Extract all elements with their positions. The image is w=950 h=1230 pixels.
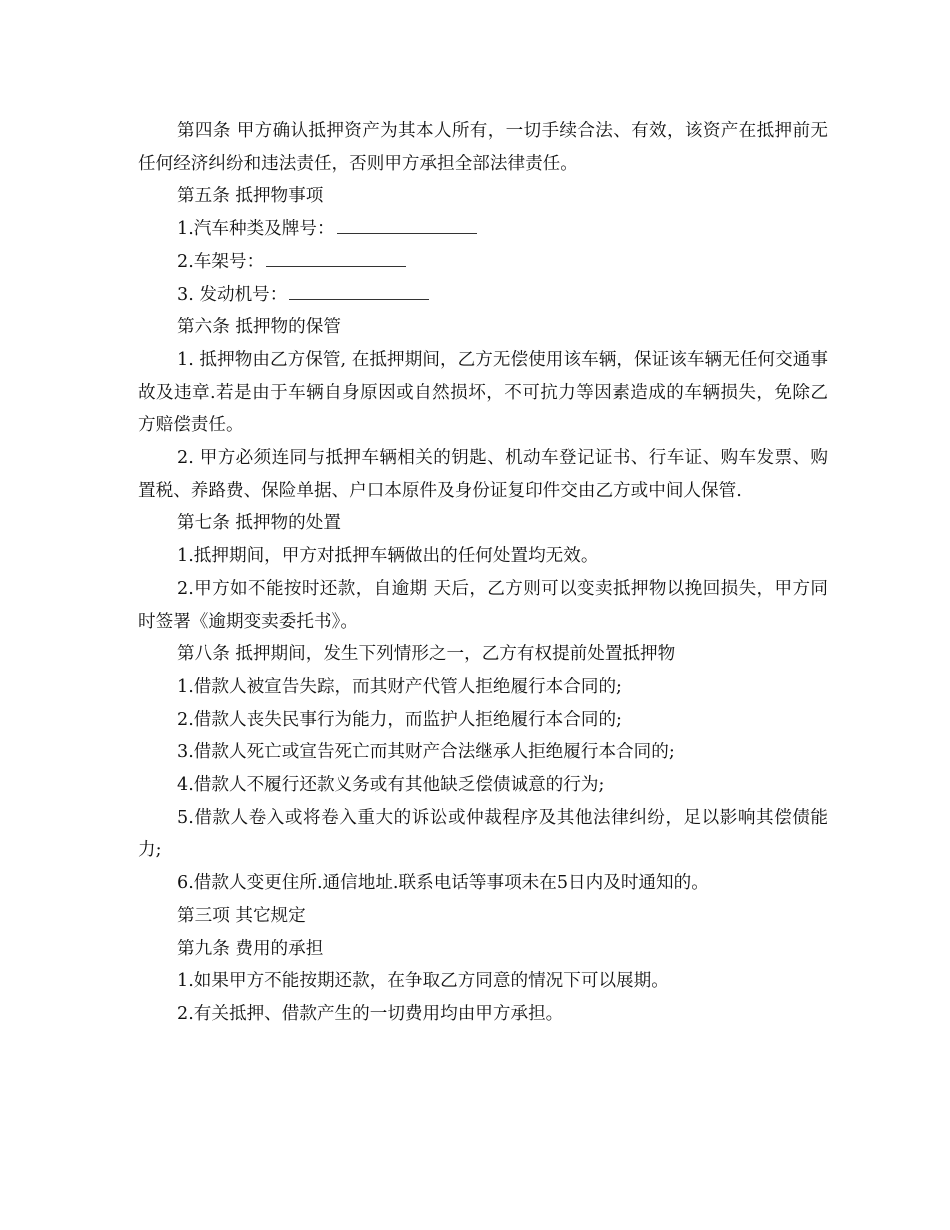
article-7-title: 第七条 抵押物的处置: [177, 513, 341, 534]
article-9-title: 第九条 费用的承担: [177, 938, 324, 959]
car-type-blank: [337, 232, 477, 234]
article-6-item-2: 2. 甲方必须连同与抵押车辆相关的钥匙、机动车登记证书、行车证、购车发票、购置税、养路费、保险单据、户口本原件及身份证复印件交由乙方或中间人保管.: [138, 448, 828, 501]
article-8-item-6: 6.借款人变更住所.通信地址.联系电话等事项未在5日内及时通知的。: [177, 873, 709, 894]
article-8-item-4: 4.借款人不履行还款义务或有其他缺乏偿债诚意的行为;: [177, 775, 605, 796]
article-5-item-3: [138, 279, 828, 312]
article-8-item-1: 1.借款人被宣告失踪，而其财产代管人拒绝履行本合同的;: [177, 676, 622, 697]
article-9-item-1: 1.如果甲方不能按期还款，在争取乙方同意的情况下可以展期。: [177, 971, 669, 992]
article-6-title: 第六条 抵押物的保管: [177, 317, 341, 338]
article-9-item-2: 2.有关抵押、借款产生的一切费用均由甲方承担。: [177, 1003, 564, 1024]
article-5-item-1: [138, 213, 828, 246]
article-4: 第四条 甲方确认抵押资产为其本人所有，一切手续合法、有效，该资产在抵押前无任何经济纠纷和违法责任，否则甲方承担全部法律责任。: [138, 121, 828, 174]
article-8-item-3: 3.借款人死亡或宣告死亡而其财产合法继承人拒绝履行本合同的;: [177, 742, 675, 763]
article-7-item-1: 1.抵押期间，甲方对抵押车辆做出的任何处置均无效。: [177, 546, 599, 567]
article-8-title: 第八条 抵押期间，发生下列情形之一，乙方有权提前处置抵押物: [177, 644, 676, 665]
article-8-item-2: 2.借款人丧失民事行为能力，而监护人拒绝履行本合同的;: [177, 709, 622, 730]
section-3-title: 第三项 其它规定: [177, 905, 306, 926]
article-6-item-1: 1. 抵押物由乙方保管, 在抵押期间，乙方无偿使用该车辆，保证该车辆无任何交通事故及违章.若是由于车辆自身原因或自然损坏，不可抗力等因素造成的车辆损失，免除乙方赔偿责任。: [138, 349, 828, 436]
article-7-item-2: 2.甲方如不能按时还款，自逾期 天后，乙方则可以变卖抵押物以挽回损失，甲方同时签署《逾期变卖委托书》。: [138, 578, 828, 632]
frame-number-blank: [266, 265, 406, 267]
frame-number-label: 2.车架号：: [177, 251, 265, 272]
article-5-title: 第五条 抵押物事项: [177, 186, 324, 207]
car-type-label: 1.汽车种类及牌号：: [177, 219, 335, 240]
article-8-item-5: 5.借款人卷入或将卷入重大的诉讼或仲裁程序及其他法律纠纷，足以影响其偿债能力;: [138, 807, 828, 861]
engine-number-label: 3. 发动机号：: [177, 284, 288, 305]
engine-number-blank: [289, 298, 429, 300]
article-5-item-2: [138, 246, 828, 279]
contract-page: [138, 115, 828, 1031]
